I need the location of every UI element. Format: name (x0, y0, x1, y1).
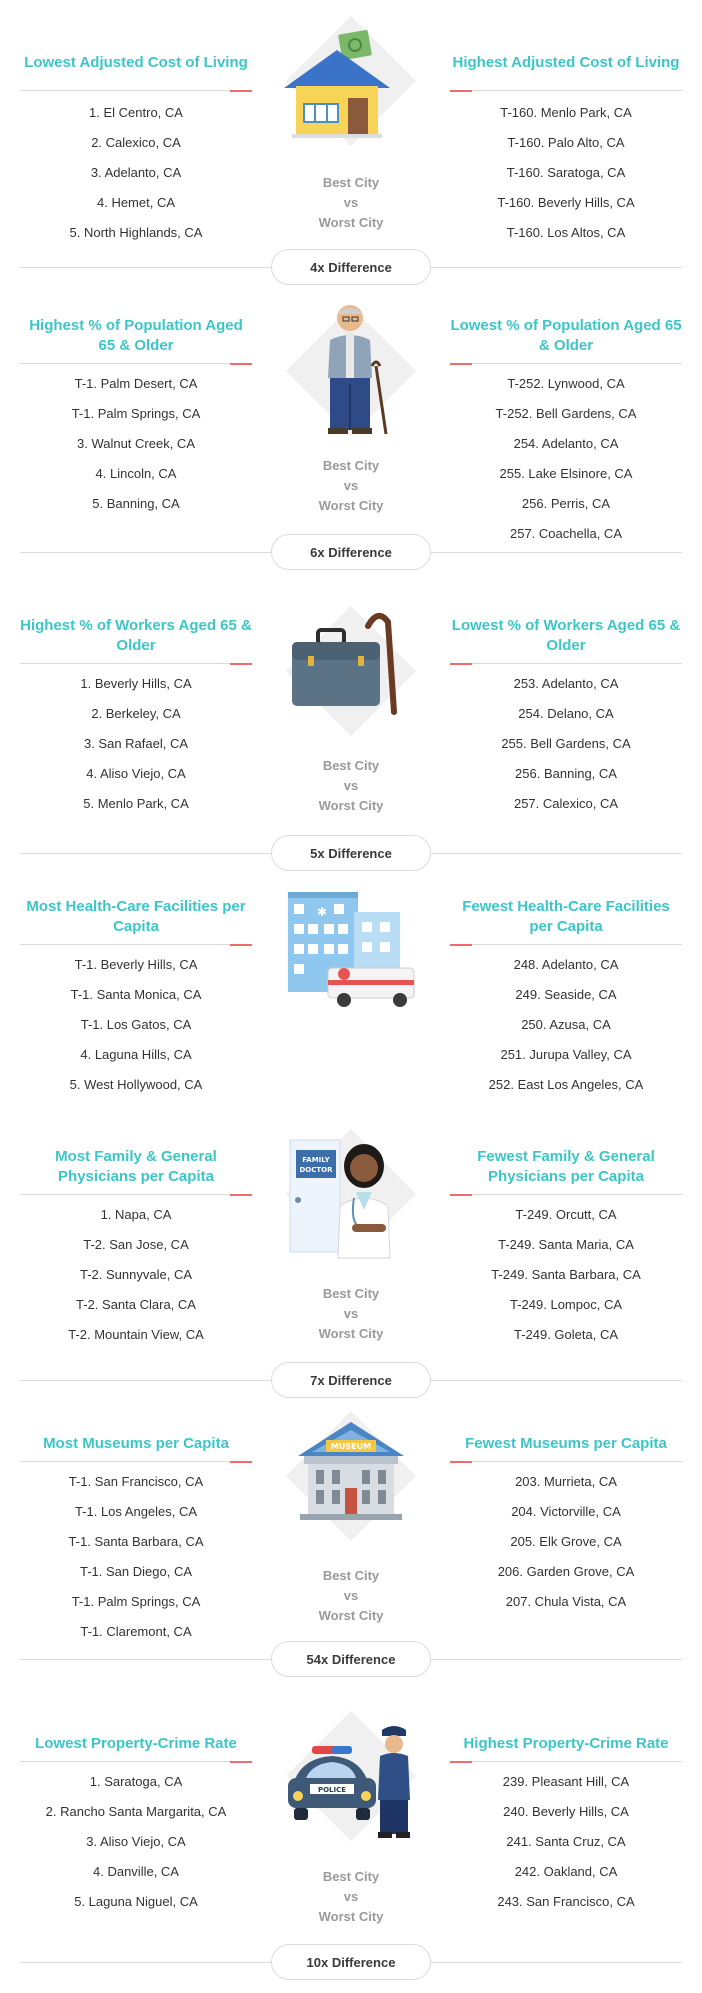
best-city-list (20, 669, 252, 819)
list-item: T-160. Los Altos, CA (506, 225, 626, 240)
list-item: T-252. Lynwood, CA (507, 376, 625, 391)
list-item: 203. Murrieta, CA (515, 1474, 617, 1489)
list-item: T-1. Palm Springs, CA (71, 1594, 201, 1609)
list-item: 5. Banning, CA (92, 496, 180, 511)
difference-badge: 7x Difference (271, 1362, 431, 1398)
list-item: 5. North Highlands, CA (69, 225, 203, 240)
title-rule (20, 663, 252, 664)
left-title: Lowest Adjusted Cost of Living (24, 54, 248, 71)
worst-column (450, 1434, 682, 1609)
worst-column (450, 897, 682, 1092)
left-title: Highest % of Population Aged 65 & Older (29, 317, 243, 354)
list-item: 249. Seaside, CA (515, 987, 617, 1002)
list-item: T-1. Santa Barbara, CA (68, 1534, 204, 1549)
list-item: 254. Delano, CA (518, 706, 614, 721)
best-city-list (20, 950, 252, 1100)
title-rule (450, 663, 682, 664)
museum-icon (296, 1418, 406, 1528)
title-rule (20, 1194, 252, 1195)
list-item: 1. Beverly Hills, CA (80, 676, 192, 691)
list-item: T-1. Claremont, CA (80, 1624, 192, 1639)
list-item: T-2. Mountain View, CA (68, 1327, 204, 1342)
elderly-man-cane-icon (306, 300, 396, 435)
worst-city-list (450, 98, 682, 248)
list-item: T-249. Santa Barbara, CA (491, 1267, 641, 1282)
best-vs-worst: Best City vs Worst City (318, 1286, 384, 1341)
house-money-icon (282, 30, 392, 140)
left-title: Lowest Property-Crime Rate (35, 1735, 237, 1752)
best-column (20, 316, 252, 511)
difference-badge: 4x Difference (271, 249, 431, 285)
list-item: 256. Perris, CA (521, 496, 611, 511)
list-item: 205. Elk Grove, CA (510, 1534, 622, 1549)
left-title: Most Health-Care Facilities per Capita (26, 898, 246, 935)
right-title: Fewest Museums per Capita (465, 1435, 667, 1452)
difference-badge: 54x Difference (271, 1641, 431, 1677)
right-title: Lowest % of Workers Aged 65 & Older (451, 617, 681, 654)
best-city-list (20, 1200, 252, 1350)
title-rule (20, 1461, 252, 1462)
worst-column (450, 53, 682, 240)
list-item: 207. Chula Vista, CA (505, 1594, 627, 1609)
list-item: T-1. Beverly Hills, CA (74, 957, 198, 972)
best-vs-worst: Best City vs Worst City (318, 1869, 384, 1924)
list-item: T-1. San Diego, CA (80, 1564, 192, 1579)
list-item: 3. San Rafael, CA (83, 736, 189, 751)
list-item: 2. Calexico, CA (91, 135, 181, 150)
best-city-list (20, 98, 252, 248)
list-item: T-1. Palm Desert, CA (74, 376, 198, 391)
best-column (20, 1147, 252, 1342)
best-city-list (20, 1467, 252, 1647)
list-item: T-160. Palo Alto, CA (507, 135, 625, 150)
list-item: 240. Beverly Hills, CA (503, 1804, 629, 1819)
list-item: 248. Adelanto, CA (513, 957, 619, 972)
best-vs-worst: Best City vs Worst City (318, 175, 384, 230)
worst-column (450, 1734, 682, 1909)
list-item: 252. East Los Angeles, CA (488, 1077, 644, 1092)
list-item: T-2. Santa Clara, CA (76, 1297, 196, 1312)
difference-badge: 10x Difference (271, 1944, 431, 1980)
title-rule (20, 944, 252, 945)
right-title: Fewest Health-Care Facilities per Capita (462, 898, 670, 935)
door-sign-text: DOCTOR (299, 1166, 333, 1174)
list-item: T-1. San Francisco, CA (68, 1474, 204, 1489)
list-item: 251. Jurupa Valley, CA (500, 1047, 632, 1062)
best-column (20, 1734, 252, 1909)
worst-column (450, 316, 682, 541)
left-title: Most Museums per Capita (43, 1435, 229, 1452)
left-title: Most Family & General Physicians per Capita (55, 1148, 217, 1185)
list-item: 255. Lake Elsinore, CA (499, 466, 633, 481)
list-item: 5. Menlo Park, CA (83, 796, 189, 811)
list-item: T-249. Lompoc, CA (510, 1297, 622, 1312)
left-title: Highest % of Workers Aged 65 & Older (20, 617, 252, 654)
title-rule (20, 363, 252, 364)
title-rule (20, 90, 252, 91)
list-item: 243. San Francisco, CA (497, 1894, 635, 1909)
list-item: 254. Adelanto, CA (513, 436, 619, 451)
svg-text:✱: ✱ (317, 905, 328, 919)
list-item: 2. Rancho Santa Margarita, CA (45, 1804, 227, 1819)
right-title: Lowest % of Population Aged 65 & Older (450, 317, 682, 354)
list-item: 1. Napa, CA (100, 1207, 172, 1222)
worst-city-list (450, 1200, 682, 1350)
title-rule (450, 1194, 682, 1195)
list-item: T-160. Menlo Park, CA (500, 105, 632, 120)
list-item: 204. Victorville, CA (511, 1504, 621, 1519)
list-item: 4. Laguna Hills, CA (80, 1047, 192, 1062)
list-item: T-160. Saratoga, CA (506, 165, 626, 180)
worst-column (450, 1147, 682, 1342)
list-item: 4. Lincoln, CA (95, 466, 177, 481)
best-vs-worst: Best City vs Worst City (318, 458, 384, 513)
list-item: 1. Saratoga, CA (89, 1774, 183, 1789)
list-item: T-1. Los Angeles, CA (74, 1504, 198, 1519)
worst-city-list (450, 1767, 682, 1917)
museum-sign-text: MUSEUM (330, 1442, 372, 1451)
door-sign-text: FAMILY (302, 1156, 330, 1164)
list-item: 3. Walnut Creek, CA (76, 436, 195, 451)
best-column (20, 1434, 252, 1639)
list-item: 4. Aliso Viejo, CA (86, 766, 186, 781)
briefcase-cane-icon (288, 608, 398, 718)
title-rule (450, 1761, 682, 1762)
list-item: 2. Berkeley, CA (91, 706, 181, 721)
title-rule (450, 363, 682, 364)
worst-city-list (450, 369, 682, 549)
list-item: 257. Calexico, CA (513, 796, 619, 811)
list-item: 5. West Hollywood, CA (69, 1077, 203, 1092)
list-item: 206. Garden Grove, CA (497, 1564, 635, 1579)
best-column (20, 53, 252, 240)
list-item: 250. Azusa, CA (521, 1017, 611, 1032)
worst-city-list (450, 950, 682, 1100)
list-item: 4. Hemet, CA (96, 195, 176, 210)
list-item: T-249. Orcutt, CA (515, 1207, 617, 1222)
best-city-list (20, 1767, 252, 1917)
title-rule (450, 944, 682, 945)
worst-column (450, 616, 682, 811)
family-doctor-icon (288, 1136, 408, 1261)
best-city-list (20, 369, 252, 519)
title-rule (20, 1761, 252, 1762)
police-car-officer-icon (284, 1720, 414, 1845)
list-item: 5. Laguna Niguel, CA (74, 1894, 198, 1909)
right-title: Fewest Family & General Physicians per Capita (477, 1148, 655, 1185)
list-item: T-160. Beverly Hills, CA (497, 195, 635, 210)
police-label-text: POLICE (317, 1786, 347, 1794)
list-item: T-249. Santa Maria, CA (498, 1237, 634, 1252)
best-vs-worst: Best City vs Worst City (318, 758, 384, 813)
difference-badge: 6x Difference (271, 534, 431, 570)
list-item: T-1. Santa Monica, CA (70, 987, 202, 1002)
best-column (20, 897, 252, 1092)
best-vs-worst: Best City vs Worst City (318, 1568, 384, 1623)
list-item: 1. El Centro, CA (89, 105, 183, 120)
title-rule (450, 1461, 682, 1462)
list-item: 253. Adelanto, CA (513, 676, 619, 691)
list-item: 3. Adelanto, CA (90, 165, 182, 180)
title-rule (450, 90, 682, 91)
right-title: Highest Property-Crime Rate (463, 1735, 669, 1752)
list-item: 239. Pleasant Hill, CA (502, 1774, 630, 1789)
worst-city-list (450, 1467, 682, 1617)
list-item: 3. Aliso Viejo, CA (86, 1834, 186, 1849)
hospital-ambulance-icon (284, 888, 424, 1013)
list-item: 257. Coachella, CA (509, 526, 622, 541)
best-column (20, 616, 252, 811)
worst-city-list (450, 669, 682, 819)
difference-badge: 5x Difference (271, 835, 431, 871)
list-item: 255. Bell Gardens, CA (501, 736, 631, 751)
right-title: Highest Adjusted Cost of Living (452, 54, 680, 71)
list-item: T-2. San Jose, CA (83, 1237, 189, 1252)
list-item: T-1. Los Gatos, CA (80, 1017, 192, 1032)
list-item: 256. Banning, CA (515, 766, 617, 781)
list-item: T-2. Sunnyvale, CA (80, 1267, 192, 1282)
list-item: T-252. Bell Gardens, CA (495, 406, 637, 421)
list-item: T-249. Goleta, CA (513, 1327, 619, 1342)
list-item: 241. Santa Cruz, CA (506, 1834, 626, 1849)
list-item: 242. Oakland, CA (514, 1864, 618, 1879)
list-item: 4. Danville, CA (93, 1864, 179, 1879)
list-item: T-1. Palm Springs, CA (71, 406, 201, 421)
